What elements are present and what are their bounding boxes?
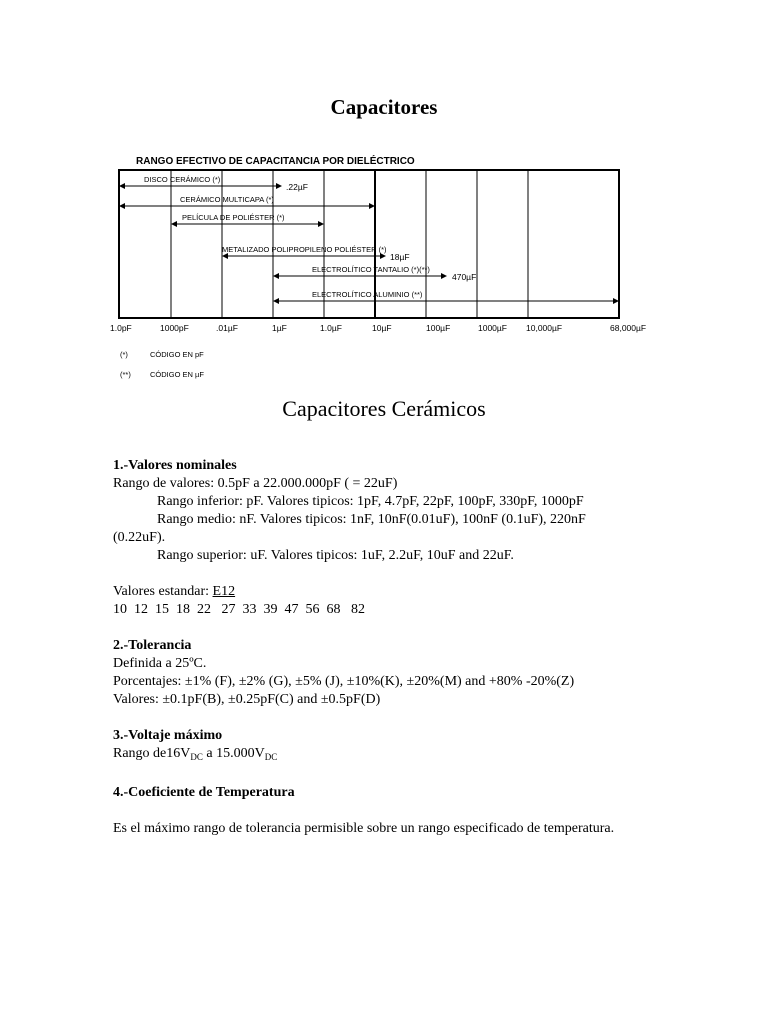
axis-tick-label: 68,000µF — [610, 323, 647, 333]
range-arrow-right — [276, 183, 282, 189]
range-end-label: 18µF — [390, 252, 410, 262]
range-arrow-left — [273, 273, 279, 279]
page-title: Capacitores — [330, 95, 438, 119]
voltaje-pre: Rango de16V — [113, 746, 191, 761]
legend-mark: (*) — [120, 350, 128, 359]
rango-inferior-line: Rango inferior: pF. Valores tipicos: 1pF, 4.7pF, 22pF, 100pF, 330pF, 1000pF — [157, 494, 584, 509]
tolerancia-line-2: Porcentajes: ±1% (F), ±2% (G), ±5% (J), ±10%(K), ±20%(M) and +80% -20%(Z) — [113, 674, 575, 689]
heading-valores-nominales: 1.-Valores nominales — [113, 458, 237, 473]
valores-estandar-label: Valores estandar: — [113, 584, 213, 599]
heading-tolerancia: 2.-Tolerancia — [113, 638, 192, 653]
heading-voltaje-maximo: 3.-Voltaje máximo — [113, 728, 223, 743]
range-label: DISCO CERÁMICO (*) — [144, 175, 221, 184]
range-label: ELECTROLÍTICO TANTALIO (*)(**) — [312, 265, 430, 274]
capacitance-range-chart — [100, 148, 670, 388]
valores-estandar-line — [113, 583, 614, 601]
rango-valores-line: Rango de valores: 0.5pF a 22.000.000pF ( = 22uF) — [113, 476, 398, 491]
legend-text: CÓDIGO EN pF — [150, 350, 204, 359]
rango-superior-line: Rango superior: uF. Valores tipicos: 1uF, 2.2uF, 10uF and 22uF. — [157, 548, 514, 563]
range-label: CERÁMICO MULTICAPA (*) — [180, 195, 274, 204]
section-title: Capacitores Cerámicos — [282, 396, 486, 421]
voltaje-line — [113, 745, 614, 766]
axis-tick-label: 1.0pF — [110, 323, 132, 333]
chart-legend — [120, 350, 204, 379]
heading-coeficiente-temperatura: 4.-Coeficiente de Temperatura — [113, 785, 295, 800]
range-end-label: 470µF — [452, 272, 477, 282]
content-body — [113, 457, 614, 838]
axis-tick-label: 10,000µF — [526, 323, 563, 333]
range-arrow-right — [318, 221, 324, 227]
range-arrow-right — [441, 273, 447, 279]
axis-tick-label: .01µF — [216, 323, 238, 333]
legend-mark: (**) — [120, 370, 131, 379]
rango-medio-line: Rango medio: nF. Valores tipicos: 1nF, 10nF(0.01uF), 100nF (0.1uF), 220nF — [157, 512, 586, 527]
e12-link[interactable]: E12 — [212, 584, 236, 599]
range-label: METALIZADO POLIPROPILENO POLIÉSTER (*) — [222, 245, 387, 254]
rango-medio-line-cont: (0.22uF). — [113, 530, 166, 545]
axis-tick-label: 10µF — [372, 323, 392, 333]
axis-tick-label: 1000µF — [478, 323, 507, 333]
coeficiente-text: Es el máximo rango de tolerancia permisible sobre un rango especificado de temperatura. — [113, 821, 615, 836]
e12-values: 10 12 15 18 22 27 33 39 47 56 68 82 — [113, 602, 365, 617]
axis-tick-label: 1µF — [272, 323, 287, 333]
range-label: ELECTROLÍTICO ALUMINIO (**) — [312, 290, 423, 299]
legend-text: CÓDIGO EN µF — [150, 370, 204, 379]
tolerancia-line-3: Valores: ±0.1pF(B), ±0.25pF(C) and ±0.5pF(D) — [113, 692, 381, 707]
chart-heading: RANGO EFECTIVO DE CAPACITANCIA POR DIELÉCTRICO — [136, 156, 415, 167]
axis-tick-label: 1.0µF — [320, 323, 342, 333]
chart-axis-labels — [110, 323, 646, 333]
range-end-label: .22µF — [286, 182, 308, 192]
axis-tick-label: 100µF — [426, 323, 451, 333]
voltaje-sub-2: DC — [264, 752, 278, 762]
voltaje-sub-1: DC — [190, 752, 203, 762]
tolerancia-line-1: Definida a 25ºC. — [113, 656, 207, 671]
chart-ranges — [119, 175, 619, 304]
range-arrow-left — [273, 298, 279, 304]
range-label: PELÍCULA DE POLIÉSTER (*) — [182, 213, 285, 222]
axis-tick-label: 1000pF — [160, 323, 189, 333]
range-arrow-left — [171, 221, 177, 227]
voltaje-mid: a 15.000V — [202, 746, 265, 761]
